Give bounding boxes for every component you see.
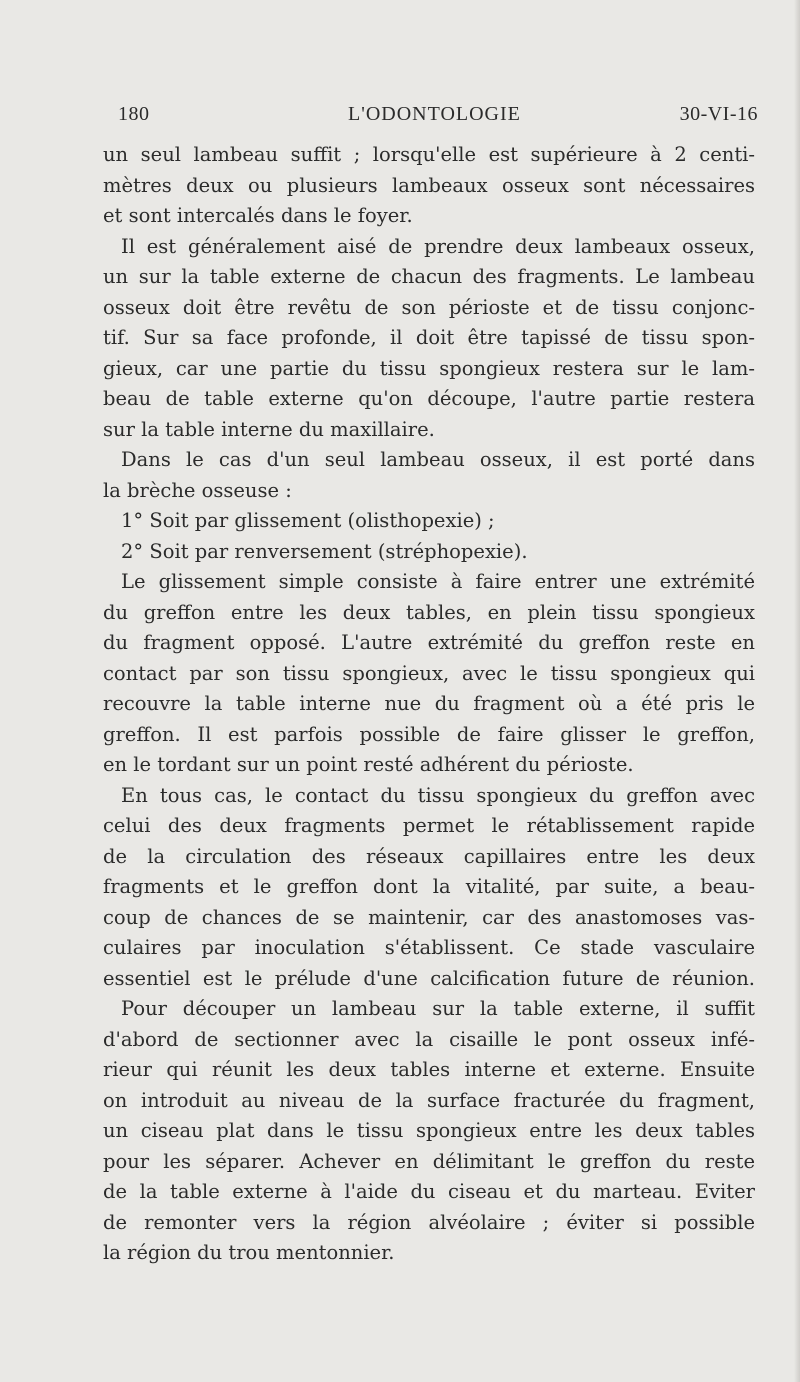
text-line: de la circulation des réseaux capillaires entre les deux bbox=[103, 844, 755, 868]
text-line: culaires par inoculation s'établissent. Ce stade vasculaire bbox=[103, 936, 755, 959]
text-line: osseux doit être revêtu de son périoste et de tissu conjonc- bbox=[103, 295, 755, 319]
text-line: un sur la table externe de chacun des fragments. Le lambeau bbox=[103, 265, 755, 288]
text-line: rieur qui réunit les deux tables interne et externe. Ensuite bbox=[103, 1058, 755, 1081]
text-line: essentiel est le prélude d'une calcification future de réunion. bbox=[103, 966, 755, 990]
text-line: En tous cas, le contact du tissu spongieux du greffon avec bbox=[121, 783, 755, 807]
text-line: greffon. Il est parfois possible de faire glisser le greffon, bbox=[103, 722, 755, 746]
text-line: on introduit au niveau de la surface fracturée du fragment, bbox=[103, 1088, 755, 1112]
running-header bbox=[118, 103, 758, 133]
text-line: 2° Soit par renversement (stréphopexie). bbox=[121, 539, 528, 563]
text-line: en le tordant sur un point resté adhérent du périoste. bbox=[103, 753, 634, 776]
text-line: pour les séparer. Achever en délimitant le greffon du reste bbox=[103, 1149, 755, 1173]
text-line: et sont intercalés dans le foyer. bbox=[103, 204, 413, 227]
text-line: de remonter vers la région alvéolaire ; éviter si possible bbox=[103, 1210, 755, 1234]
text-line: Il est généralement aisé de prendre deux lambeaux osseux, bbox=[121, 234, 755, 258]
text-line: d'abord de sectionner avec la cisaille le pont osseux infé- bbox=[103, 1027, 755, 1051]
text-line: Dans le cas d'un seul lambeau osseux, il est porté dans bbox=[121, 448, 755, 471]
text-line: la région du trou mentonnier. bbox=[103, 1241, 395, 1264]
text-line: la brèche osseuse : bbox=[103, 478, 292, 502]
text-line: beau de table externe qu'on découpe, l'autre partie restera bbox=[103, 387, 755, 410]
issue-date: 30-VI-16 bbox=[679, 103, 758, 125]
text-line: contact par son tissu spongieux, avec le tissu spongieux qui bbox=[103, 661, 755, 685]
text-line: fragments et le greffon dont la vitalité, par suite, a beau- bbox=[103, 875, 755, 898]
text-line: celui des deux fragments permet le rétablissement rapide bbox=[103, 814, 755, 837]
running-title: L'ODONTOLOGIE bbox=[348, 103, 521, 125]
text-line: sur la table interne du maxillaire. bbox=[103, 417, 435, 441]
text-line: gieux, car une partie du tissu spongieux restera sur le lam- bbox=[103, 356, 755, 380]
text-line: recouvre la table interne nue du fragment où a été pris le bbox=[103, 692, 755, 715]
text-line: du greffon entre les deux tables, en plein tissu spongieux bbox=[103, 600, 755, 624]
page-number: 180 bbox=[118, 103, 150, 125]
text-line: de la table externe à l'aide du ciseau et du marteau. Eviter bbox=[103, 1180, 755, 1203]
text-line: Le glissement simple consiste à faire entrer une extrémité bbox=[121, 570, 755, 593]
text-line: Pour découper un lambeau sur la table externe, il suffit bbox=[121, 997, 755, 1020]
body-text bbox=[103, 140, 755, 1269]
text-line: coup de chances de se maintenir, car des anastomoses vas- bbox=[103, 905, 755, 929]
text-line: du fragment opposé. L'autre extrémité du greffon reste en bbox=[103, 631, 755, 654]
page-edge-shadow bbox=[794, 0, 800, 1382]
text-line: tif. Sur sa face profonde, il doit être tapissé de tissu spon- bbox=[103, 326, 755, 349]
text-line: un ciseau plat dans le tissu spongieux entre les deux tables bbox=[103, 1119, 755, 1142]
text-line: 1° Soit par glissement (olisthopexie) ; bbox=[121, 509, 495, 532]
text-line: un seul lambeau suffit ; lorsqu'elle est supérieure à 2 centi- bbox=[103, 143, 755, 166]
text-line: mètres deux ou plusieurs lambeaux osseux sont nécessaires bbox=[103, 173, 755, 197]
